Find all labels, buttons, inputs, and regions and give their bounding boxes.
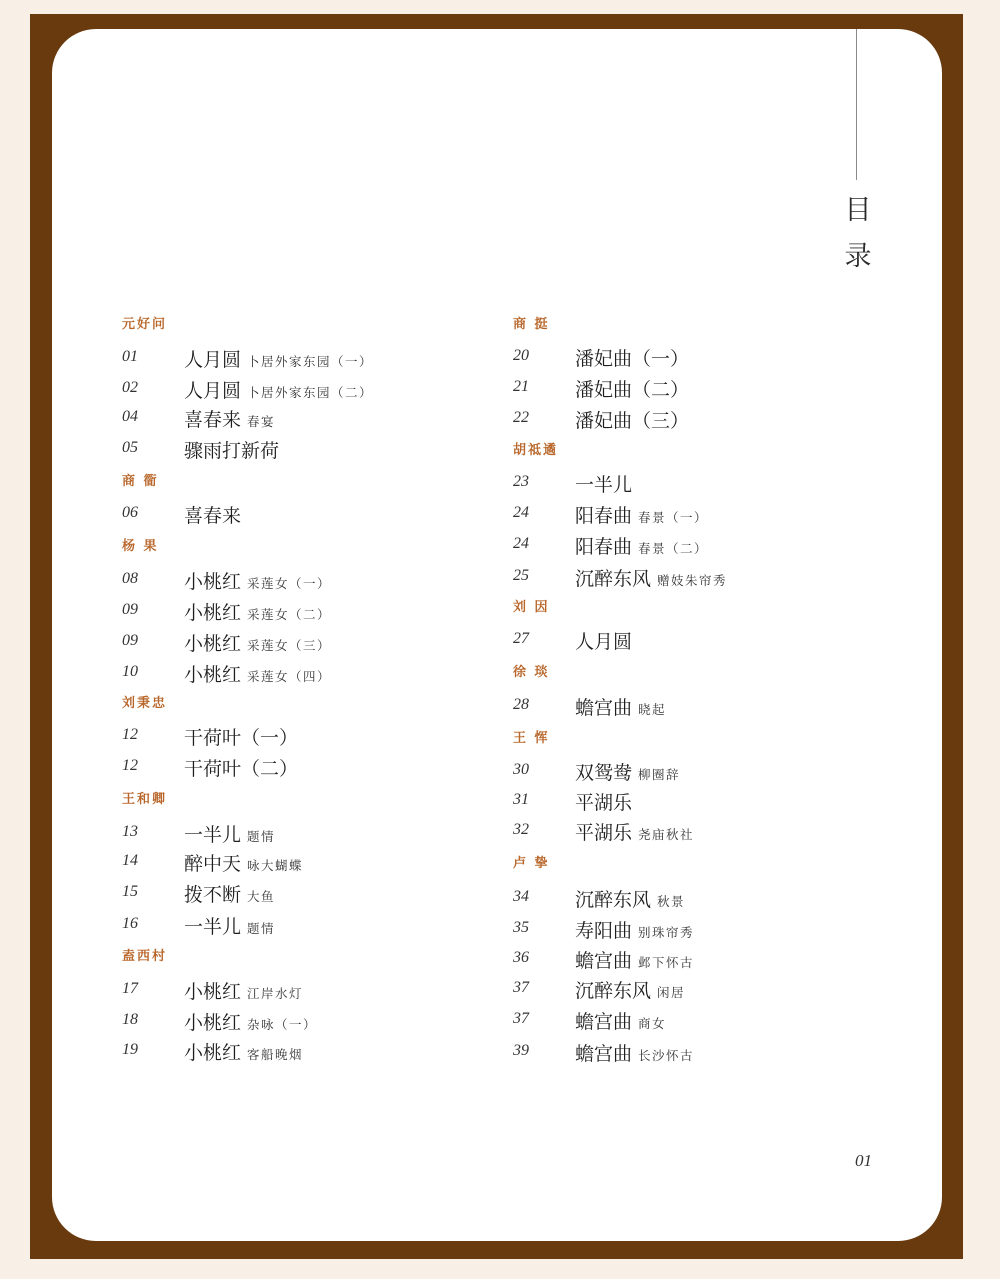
entry-page-number: 09	[122, 632, 138, 649]
entry-subtitle: 晓起	[638, 702, 667, 717]
author-heading: 王和卿	[122, 792, 168, 807]
author-heading: 刘 因	[513, 600, 550, 615]
entry-title: 一半儿	[184, 824, 242, 846]
entry-page-number: 05	[122, 439, 138, 456]
author-heading: 卢 挚	[513, 856, 550, 871]
entry-subtitle: 春景（二）	[638, 541, 709, 556]
entry-title: 一半儿	[575, 474, 633, 496]
author-heading: 盍西村	[122, 949, 168, 964]
entry-page-number: 20	[513, 347, 529, 364]
entry-title: 喜春来	[184, 409, 242, 431]
entry-page-number: 02	[122, 379, 138, 396]
entry-title: 喜春来	[184, 505, 242, 527]
entry-page-number: 19	[122, 1041, 138, 1058]
entry-title: 沉醉东风	[575, 980, 652, 1002]
author-heading: 王 恽	[513, 731, 550, 746]
entry-subtitle: 柳圈辞	[638, 767, 681, 782]
entry-subtitle: 杂咏（一）	[247, 1017, 318, 1032]
entry-page-number: 34	[513, 888, 529, 905]
entry-page-number: 37	[513, 1010, 529, 1027]
entry-page-number: 27	[513, 630, 529, 647]
entry-subtitle: 长沙怀古	[638, 1048, 695, 1063]
entry-page-number: 18	[122, 1011, 138, 1028]
entry-page-number: 10	[122, 663, 138, 680]
entry-subtitle: 春宴	[247, 414, 276, 429]
entry-page-number: 21	[513, 378, 529, 395]
entry-subtitle: 别珠帘秀	[638, 925, 695, 940]
entry-title: 干荷叶（一）	[184, 727, 299, 749]
entry-page-number: 32	[513, 821, 529, 838]
entry-page-number: 16	[122, 915, 138, 932]
entry-page-number: 06	[122, 504, 138, 521]
entry-page-number: 09	[122, 601, 138, 618]
entry-title: 人月圆	[575, 631, 633, 653]
entry-title: 一半儿	[184, 916, 242, 938]
entry-title: 双鸳鸯	[575, 762, 633, 784]
entry-title: 潘妃曲（二）	[575, 379, 690, 401]
entry-subtitle: 邺下怀古	[638, 955, 695, 970]
entry-title: 蟾宫曲	[575, 697, 633, 719]
entry-title: 蟾宫曲	[575, 1011, 633, 1033]
entry-subtitle: 江岸水灯	[247, 986, 304, 1001]
entry-title: 小桃红	[184, 1012, 242, 1034]
entry-subtitle: 题情	[247, 829, 276, 844]
entry-page-number: 12	[122, 757, 138, 774]
entry-page-number: 39	[513, 1042, 529, 1059]
entry-title: 平湖乐	[575, 792, 633, 814]
entry-subtitle: 采莲女（四）	[247, 669, 332, 684]
entry-title: 骤雨打新荷	[184, 440, 280, 462]
entry-title: 平湖乐	[575, 822, 633, 844]
entry-subtitle: 采莲女（一）	[247, 576, 332, 591]
entry-subtitle: 大鱼	[247, 889, 276, 904]
entry-page-number: 13	[122, 823, 138, 840]
entry-title: 小桃红	[184, 602, 242, 624]
entry-title: 蟾宫曲	[575, 1043, 633, 1065]
entry-title: 阳春曲	[575, 536, 633, 558]
entry-title: 干荷叶（二）	[184, 758, 299, 780]
entry-page-number: 14	[122, 852, 138, 869]
entry-page-number: 24	[513, 504, 529, 521]
entry-subtitle: 闲居	[657, 985, 686, 1000]
entry-title: 拨不断	[184, 884, 242, 906]
toc-title-char-1: 目	[844, 195, 872, 226]
entry-page-number: 24	[513, 535, 529, 552]
entry-page-number: 25	[513, 567, 529, 584]
entry-subtitle: 题情	[247, 921, 276, 936]
author-heading: 商 衟	[122, 474, 159, 489]
entry-page-number: 15	[122, 883, 138, 900]
entry-page-number: 08	[122, 570, 138, 587]
entry-page-number: 28	[513, 696, 529, 713]
entry-title: 小桃红	[184, 1042, 242, 1064]
author-heading: 刘秉忠	[122, 696, 168, 711]
entry-title: 寿阳曲	[575, 920, 633, 942]
entry-subtitle: 采莲女（二）	[247, 607, 332, 622]
entry-page-number: 17	[122, 980, 138, 997]
author-heading: 杨 果	[122, 539, 159, 554]
entry-page-number: 23	[513, 473, 529, 490]
entry-title: 小桃红	[184, 571, 242, 593]
entry-page-number: 37	[513, 979, 529, 996]
entry-subtitle: 春景（一）	[638, 510, 709, 525]
entry-title: 潘妃曲（三）	[575, 410, 690, 432]
entry-subtitle: 卜居外家东园（二）	[247, 385, 374, 400]
entry-title: 小桃红	[184, 633, 242, 655]
entry-subtitle: 卜居外家东园（一）	[247, 354, 374, 369]
entry-subtitle: 客船晚烟	[247, 1047, 304, 1062]
entry-title: 小桃红	[184, 981, 242, 1003]
entry-page-number: 35	[513, 919, 529, 936]
toc-title-char-2: 录	[844, 241, 872, 272]
entry-title: 蟾宫曲	[575, 950, 633, 972]
author-heading: 元好问	[122, 317, 168, 332]
entry-title: 小桃红	[184, 664, 242, 686]
entry-page-number: 12	[122, 726, 138, 743]
entry-title: 醉中天	[184, 853, 242, 875]
entry-subtitle: 秋景	[657, 894, 686, 909]
entry-page-number: 22	[513, 409, 529, 426]
entry-page-number: 36	[513, 949, 529, 966]
entry-title: 潘妃曲（一）	[575, 348, 690, 370]
entry-title: 沉醉东风	[575, 889, 652, 911]
entry-subtitle: 商女	[638, 1016, 667, 1031]
entry-title: 人月圆	[184, 349, 242, 371]
entry-title: 人月圆	[184, 380, 242, 402]
title-rule	[856, 29, 857, 180]
entry-title: 阳春曲	[575, 505, 633, 527]
entry-page-number: 30	[513, 761, 529, 778]
page-number: 01	[855, 1151, 872, 1170]
entry-subtitle: 尧庙秋社	[638, 827, 695, 842]
author-heading: 胡祗遹	[513, 443, 559, 458]
entry-subtitle: 赠妓朱帘秀	[657, 573, 728, 588]
entry-title: 沉醉东风	[575, 568, 652, 590]
entry-subtitle: 咏大蝴蝶	[247, 858, 304, 873]
entry-subtitle: 采莲女（三）	[247, 638, 332, 653]
author-heading: 徐 琰	[513, 665, 550, 680]
entry-page-number: 01	[122, 348, 138, 365]
entry-page-number: 04	[122, 408, 138, 425]
author-heading: 商 挺	[513, 317, 550, 332]
entry-page-number: 31	[513, 791, 529, 808]
